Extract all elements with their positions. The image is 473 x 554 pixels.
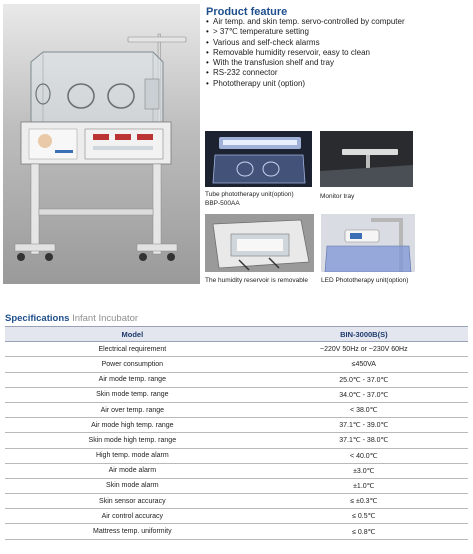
feature-item: • Removable humidity reservoir, easy to clean [206,48,468,58]
spec-label: Skin mode high temp. range [5,433,260,448]
feature-item: • > 37℃ temperature setting [206,27,468,37]
spec-row [5,509,468,524]
spec-value: 37.1℃ - 38.0℃ [260,433,468,448]
humidity-reservoir-photo [205,214,314,272]
spec-label: Skin mode alarm [5,478,260,493]
feature-item: • Various and self-check alarms [206,38,468,48]
spec-header-label: Model [5,327,260,342]
spec-row [5,433,468,448]
spec-value: ±3.0℃ [260,463,468,478]
spec-label: Air mode high temp. range [5,418,260,433]
spec-header-value: BIN-3000B(S) [260,327,468,342]
specifications-table [5,326,468,540]
monitor-tray-caption: Monitor tray [320,193,355,200]
feature-item: • RS-232 connector [206,68,468,78]
spec-row [5,448,468,463]
humidity-reservoir-caption: The humidity reservoir is removable [205,277,308,284]
spec-row [5,357,468,372]
spec-label: Air over temp. range [5,402,260,417]
tube-phototherapy-caption: Tube phototherapy unit(option) [205,191,294,198]
spec-row [5,372,468,387]
product-feature-title: Product feature [206,6,288,18]
spec-label: Skin sensor accuracy [5,494,260,509]
feature-item: • Phototherapy unit (option) [206,79,468,89]
spec-value: ≤450VA [260,357,468,372]
tube-phototherapy-photo [205,131,312,187]
spec-value: ≤ 0.5℃ [260,509,468,524]
specifications-title: Specifications [5,313,70,324]
spec-value: 25.0℃ - 37.0℃ [260,372,468,387]
spec-label: Air mode alarm [5,463,260,478]
spec-value: < 38.0℃ [260,402,468,417]
tube-phototherapy-model-caption: BBP-500AA [205,200,240,207]
specifications-subtitle: Infant Incubator [72,313,139,324]
led-phototherapy-photo [321,214,415,272]
spec-row [5,342,468,357]
incubator-product-photo [3,4,200,284]
monitor-tray-photo [320,131,413,187]
spec-label: Air control accuracy [5,509,260,524]
spec-label: High temp. mode alarm [5,448,260,463]
spec-label: Mattress temp. uniformity [5,524,260,539]
spec-row [5,524,468,539]
spec-value: 37.1℃ - 39.0℃ [260,418,468,433]
spec-label: Air mode temp. range [5,372,260,387]
feature-item: • With the transfusion shelf and tray [206,58,468,68]
spec-header-row [5,327,468,342]
spec-value: ≤ 0.8℃ [260,524,468,539]
spec-label: Power consumption [5,357,260,372]
spec-value: < 40.0℃ [260,448,468,463]
incubator-illustration [3,4,200,284]
spec-row [5,387,468,402]
spec-value: ~220V 50Hz or ~230V 60Hz [260,342,468,357]
spec-row [5,418,468,433]
spec-value: 34.0℃ - 37.0℃ [260,387,468,402]
led-phototherapy-caption: LED Phototherapy unit(option) [321,277,409,284]
feature-item: • Air temp. and skin temp. servo-controlled by computer [206,17,468,27]
spec-row [5,478,468,493]
spec-value: ≤ ±0.3℃ [260,494,468,509]
spec-row [5,402,468,417]
spec-row [5,463,468,478]
spec-label: Electrical requirement [5,342,260,357]
spec-label: Skin mode temp. range [5,387,260,402]
specifications-heading [5,313,138,324]
spec-value: ±1.0℃ [260,478,468,493]
product-feature-list [206,17,468,89]
spec-row [5,494,468,509]
